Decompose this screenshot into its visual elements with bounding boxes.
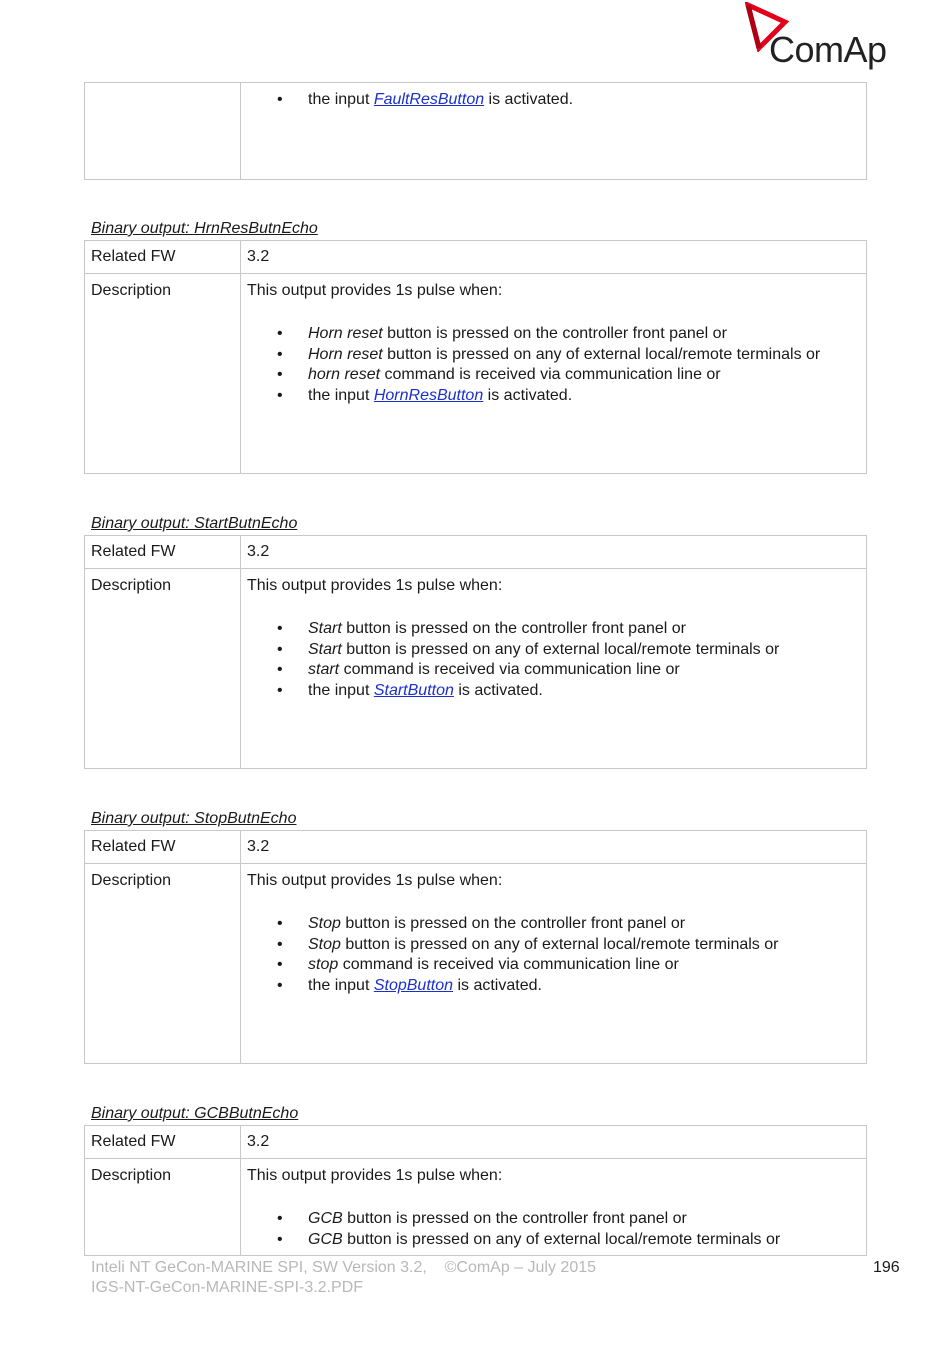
description-intro: This output provides 1s pulse when: (247, 577, 503, 594)
footer-document-info (91, 1258, 596, 1298)
footer-line-version: Inteli NT GeCon-MARINE SPI, SW Version 3.2, ©ComAp – July 2015 (91, 1259, 597, 1276)
list-item: • the input HornResButton is activated. (247, 386, 866, 407)
description-label: Description (91, 872, 172, 889)
start-button-link[interactable]: StartButton (373, 681, 454, 699)
related-fw-label: Related FW (85, 536, 241, 569)
description-intro: This output provides 1s pulse when: (247, 872, 503, 889)
section-title-gcbbutnecho: Binary output: GCBButnEcho (91, 1105, 299, 1122)
list-item: • the input StopButton is activated. (247, 976, 866, 997)
list-item: • Stop button is pressed on the controller front panel or (247, 914, 866, 935)
list-item: • Start button is pressed on any of external local/remote terminals or (247, 640, 866, 661)
list-item: • the input StartButton is activated. (247, 681, 866, 702)
list-item: • GCB button is pressed on any of external local/remote terminals or (247, 1230, 866, 1251)
bullet-list (247, 619, 866, 701)
description-label-cell (85, 569, 241, 769)
description-label: Description (91, 282, 172, 299)
description-label-cell (85, 1159, 241, 1256)
description-label-cell (85, 274, 241, 474)
list-item: • horn reset command is received via communication line or (247, 365, 866, 386)
horn-res-button-link[interactable]: HornResButton (373, 386, 484, 404)
list-item: • start command is received via communication line or (247, 660, 866, 681)
list-item: • GCB button is pressed on the controller front panel or (247, 1209, 866, 1230)
related-fw-value: 3.2 (241, 536, 867, 569)
bullet-list (247, 90, 866, 111)
bullet-list (247, 324, 866, 406)
list-item: • Stop button is pressed on any of external local/remote terminals or (247, 935, 866, 956)
description-label-cell (85, 864, 241, 1064)
related-fw-label: Related FW (85, 1126, 241, 1159)
description-label: Description (91, 577, 172, 594)
bullet-list (247, 1209, 866, 1250)
section-title-startbutnecho: Binary output: StartButnEcho (91, 515, 298, 532)
description-intro: This output provides 1s pulse when: (247, 282, 503, 299)
stopbutnecho-table (84, 830, 867, 1064)
fault-reset-table-continuation (84, 82, 867, 180)
startbutnecho-table (84, 535, 867, 769)
footer-line-filename: IGS-NT-GeCon-MARINE-SPI-3.2.PDF (91, 1279, 364, 1296)
comap-logo (745, 2, 885, 72)
fault-res-button-link[interactable]: FaultResButton (373, 91, 485, 108)
related-fw-value: 3.2 (241, 1126, 867, 1159)
description-cell (241, 274, 867, 474)
page-number: 196 (873, 1259, 900, 1276)
list-item: • the input FaultResButton is activated. (247, 90, 866, 111)
description-intro: This output provides 1s pulse when: (247, 1167, 503, 1184)
description-cell (241, 569, 867, 769)
list-item: • Start button is pressed on the controller front panel or (247, 619, 866, 640)
list-item: • Horn reset button is pressed on any of external local/remote terminals or (247, 345, 866, 366)
gcbbutnecho-table (84, 1125, 867, 1256)
logo-text: ComAp (769, 29, 887, 70)
hrnresbutnecho-table (84, 240, 867, 474)
list-item: • stop command is received via communication line or (247, 955, 866, 976)
section-title-hrnresbutnecho: Binary output: HrnResButnEcho (91, 220, 318, 237)
continuation-cell (241, 83, 867, 180)
bullet-list (247, 914, 866, 996)
section-title-stopbutnecho: Binary output: StopButnEcho (91, 810, 297, 827)
stop-button-link[interactable]: StopButton (373, 976, 453, 994)
description-cell (241, 864, 867, 1064)
empty-label-cell (85, 83, 241, 180)
list-item: • Horn reset button is pressed on the controller front panel or (247, 324, 866, 345)
related-fw-value: 3.2 (241, 241, 867, 274)
related-fw-label: Related FW (85, 831, 241, 864)
description-cell (241, 1159, 867, 1256)
related-fw-label: Related FW (85, 241, 241, 274)
description-label: Description (91, 1167, 172, 1184)
related-fw-value: 3.2 (241, 831, 867, 864)
